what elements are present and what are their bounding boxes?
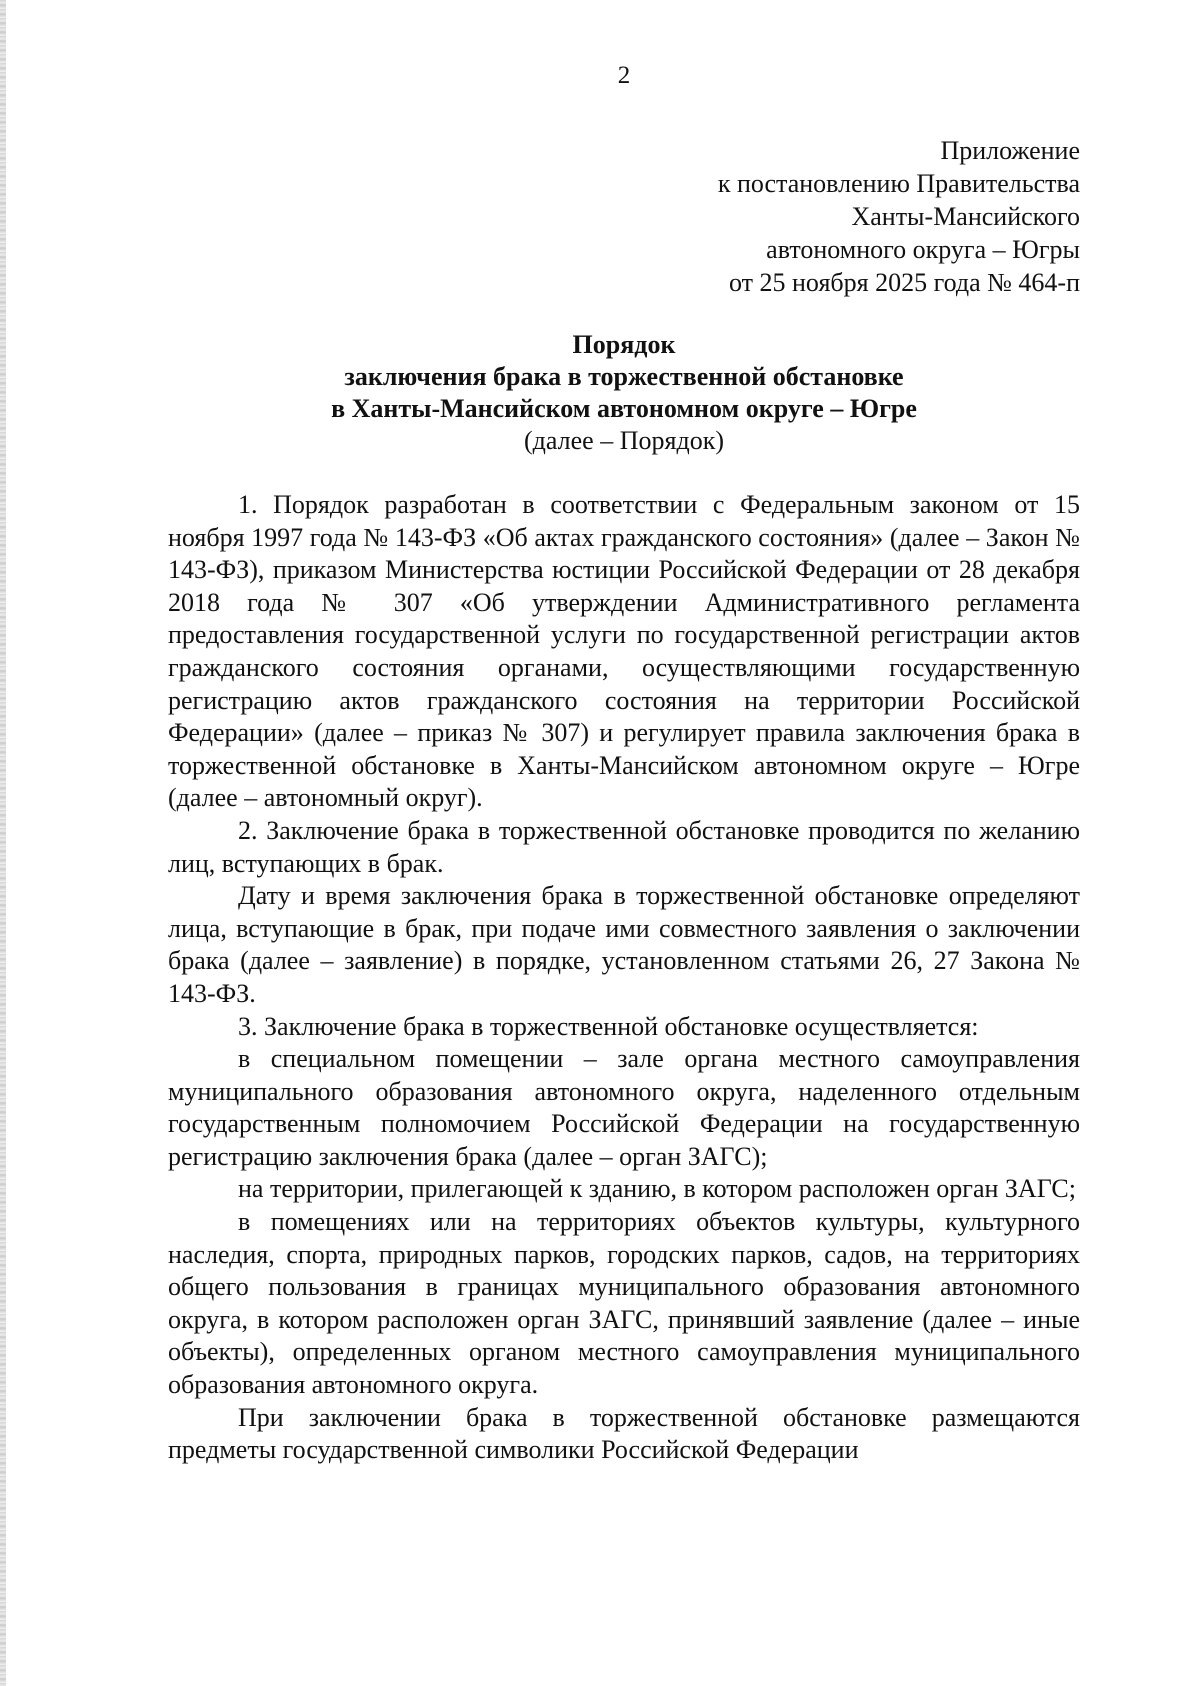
paragraph-3: Дату и время заключения брака в торжественной обстановке определяют лица, вступающие в брак, при подаче ими совместного заявления о заключении брака (далее – заявление) в порядке, установленном статьями 26, 27 Закона № 143-ФЗ. bbox=[168, 881, 1080, 1008]
paragraph-8: При заключении брака в торжественной обстановке размещаются предметы государственной символики Российской Федерации bbox=[168, 1402, 1080, 1465]
paragraph-5: в специальном помещении – зале органа местного самоуправления муниципального образования автономного округа, наделенного отдельным государственным полномочием Российской Федерации на государственную регистрацию заключения брака (далее – орган ЗАГС); bbox=[168, 1044, 1080, 1171]
document-title bbox=[168, 329, 1080, 457]
paragraph-7: в помещениях или на территориях объектов культуры, культурного наследия, спорта, природных парков, городских парков, садов, на территориях общего пользования в границах муниципального образования автономного округа, в котором расположен орган ЗАГС, принявший заявление (далее – иные объекты), определенных органом местного самоуправления муниципального образования автономного округа. bbox=[168, 1207, 1080, 1400]
title-line-3: в Ханты-Мансийском автономном округе – Югре bbox=[331, 394, 917, 423]
document-body bbox=[168, 489, 1080, 1467]
title-line-4: (далее – Порядок) bbox=[524, 426, 724, 455]
title-line-2: заключения брака в торжественной обстановке bbox=[344, 362, 904, 391]
paragraph-6: на территории, прилегающей к зданию, в котором расположен орган ЗАГС; bbox=[238, 1174, 1076, 1204]
appendix-line-5: от 25 ноября 2025 года № 464-п bbox=[729, 268, 1080, 297]
paragraph-1: 1. Порядок разработан в соответствии с Федеральным законом от 15 ноября 1997 года № 143-ФЗ «Об актах гражданского состояния» (далее – Закон № 143-ФЗ), приказом Министерства юстиции Российской Федерации от 28 декабря 2018 года № 307 «Об утверждении Административного регламента предоставления государственной услуги по государственной регистрации актов гражданского состояния органами, осуществляющими государственную регистрацию актов гражданского состояния на территории Российской Федерации» (далее – приказ № 307) и регулирует правила заключения брака в торжественной обстановке в Ханты-Мансийском автономном округе – Югре (далее – автономный округ). bbox=[168, 490, 1080, 813]
scan-edge bbox=[0, 0, 6, 1686]
appendix-header bbox=[168, 134, 1080, 299]
appendix-line-3: Ханты-Мансийского bbox=[851, 202, 1080, 231]
page-number: 2 bbox=[617, 62, 631, 89]
document-page bbox=[168, 58, 1080, 1467]
title-line-1: Порядок bbox=[572, 330, 676, 359]
appendix-line-2: к постановлению Правительства bbox=[717, 169, 1080, 198]
appendix-line-1: Приложение bbox=[940, 136, 1080, 165]
paragraph-2: 2. Заключение брака в торжественной обстановке проводится по желанию лиц, вступающих в брак. bbox=[168, 815, 1080, 878]
appendix-line-4: автономного округа – Югры bbox=[766, 235, 1080, 264]
paragraph-4: 3. Заключение брака в торжественной обстановке осуществляется: bbox=[238, 1011, 979, 1041]
